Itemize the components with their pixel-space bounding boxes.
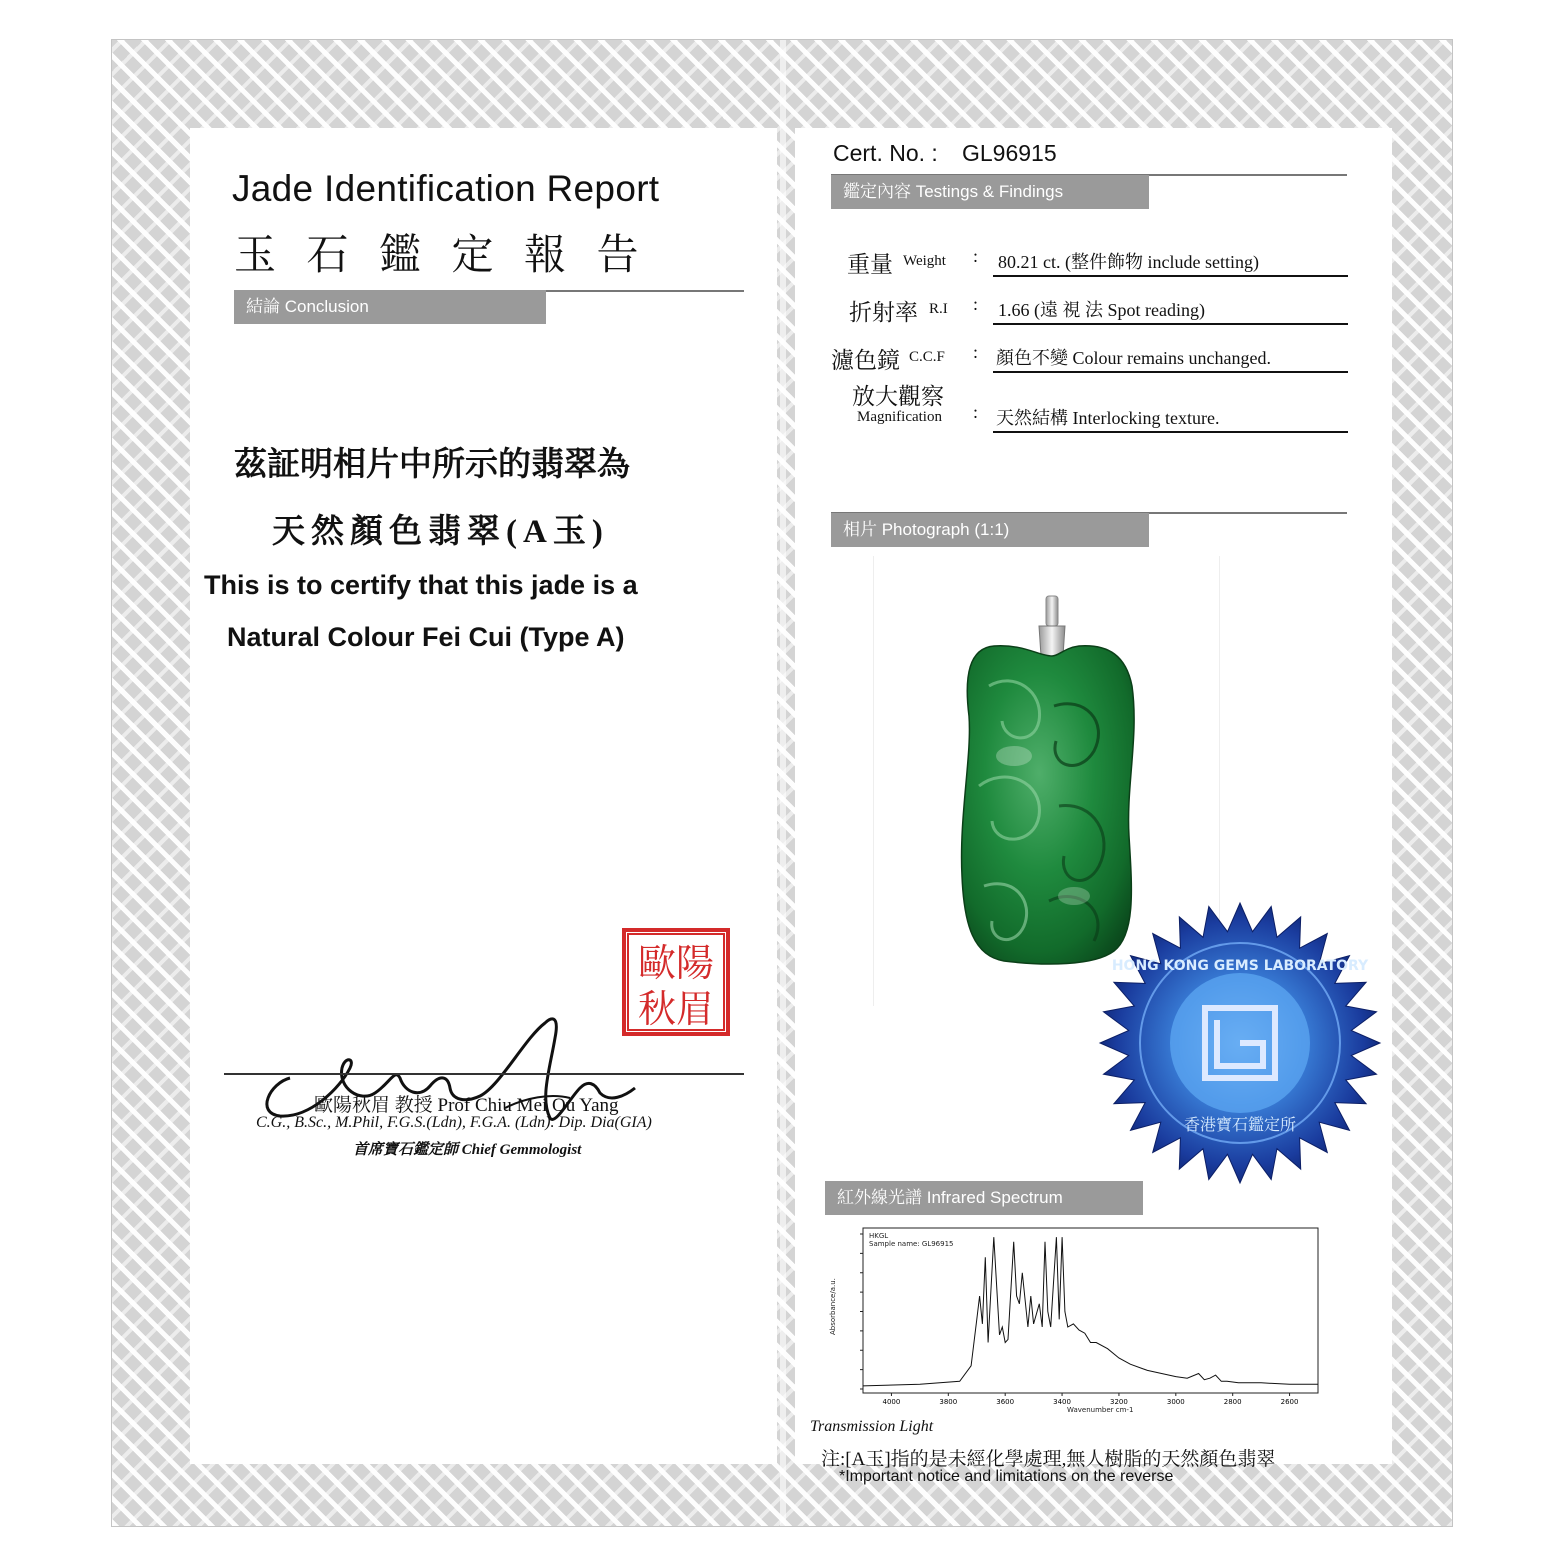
right-panel: [795, 128, 1392, 1485]
left-panel: [190, 128, 777, 1464]
chart-header-1: HKGL: [869, 1232, 889, 1240]
statement-en-1: This is to certify that this jade is a: [204, 570, 638, 600]
footer-zh: 注:[A玉]指的是未經化學處理,無人樹脂的天然顏色翡翠: [821, 1449, 1276, 1470]
field-mag-en: Magnification: [857, 409, 942, 425]
field-ri-colon: :: [973, 294, 979, 314]
transmission-note: Transmission Light: [810, 1418, 934, 1435]
spectrum-chart: [807, 1220, 1327, 1420]
chart-xlabel: Wavenumber cm-1: [1067, 1406, 1134, 1414]
field-ri-en: R.I: [929, 301, 948, 317]
field-weight-value: 80.21 ct. (整件飾物 include setting): [998, 252, 1259, 272]
svg-text:香港寶石鑑定所: 香港寶石鑑定所: [1183, 1115, 1297, 1134]
field-weight-en: Weight: [903, 253, 946, 269]
fold-line: [780, 40, 786, 1526]
field-mag-zh: 放大觀察: [852, 384, 944, 409]
x-tick-label: 3800: [939, 1398, 958, 1406]
x-tick-label: 2600: [1280, 1398, 1299, 1406]
statement-zh-1: 茲証明相片中所示的翡翠為: [234, 447, 630, 483]
svg-text:歐陽: 歐陽: [637, 941, 715, 985]
field-mag-line: [993, 431, 1348, 433]
field-ccf-zh: 濾色鏡: [831, 348, 900, 373]
statement-en-2: Natural Colour Fei Cui (Type A): [227, 622, 625, 652]
statement-zh-2: 天然顏色翡翠(A玉): [272, 514, 609, 550]
field-weight-line: [993, 275, 1348, 277]
x-tick-label: 3000: [1166, 1398, 1185, 1406]
field-ccf-colon: :: [973, 342, 979, 362]
spectrum-bar: 紅外線光譜 Infrared Spectrum: [825, 1181, 1143, 1215]
x-tick-label: 2800: [1223, 1398, 1242, 1406]
signature-rule: [224, 1073, 744, 1075]
x-tick-label: 4000: [882, 1398, 901, 1406]
report-title-en: Jade Identification Report: [232, 168, 660, 209]
signer-line: 歐陽秋眉 教授 Prof Chiu Mei Ou Yang: [314, 1095, 619, 1116]
report-title-zh: 玉 石 鑑 定 報 告: [234, 233, 649, 279]
field-ri-line: [993, 323, 1348, 325]
cert-label: Cert. No. :: [833, 140, 938, 166]
field-mag-colon: :: [973, 402, 979, 422]
x-tick-label: 3600: [996, 1398, 1015, 1406]
field-mag-value: 天然結構 Interlocking texture.: [996, 408, 1220, 428]
signer-credentials: C.G., B.Sc., M.Phil, F.G.S.(Ldn), F.G.A. (Ldn). Dip. Dia(GIA): [256, 1114, 652, 1131]
cert-number: GL96915: [962, 140, 1057, 166]
chart-frame: [863, 1228, 1318, 1393]
field-ccf-value: 顏色不變 Colour remains unchanged.: [996, 348, 1271, 368]
conclusion-bar: 結論 Conclusion: [234, 290, 546, 324]
signer-role: 首席寶石鑑定師 Chief Gemmologist: [353, 1142, 582, 1158]
chart-ylabel: Absorbance/a.u.: [829, 1278, 837, 1335]
field-ri-zh: 折射率: [849, 300, 918, 325]
photo-bar: 相片 Photograph (1:1): [831, 513, 1149, 547]
hologram-seal: [1095, 898, 1385, 1188]
field-ri-value: 1.66 (遠 視 法 Spot reading): [998, 300, 1205, 320]
svg-text:HONG KONG GEMS LABORATORY: HONG KONG GEMS LABORATORY: [1111, 958, 1369, 974]
certificate-card: [112, 40, 1452, 1526]
field-ccf-line: [993, 371, 1348, 373]
footer-en: *Important notice and limitations on the reverse: [839, 1468, 1174, 1485]
chart-header-2: Sample name: GL96915: [869, 1240, 954, 1248]
field-weight-colon: :: [973, 246, 979, 266]
field-ccf-en: C.C.F: [909, 349, 945, 365]
x-tick-label: 3200: [1110, 1398, 1128, 1406]
field-weight-zh: 重量: [847, 252, 893, 277]
svg-text:秋眉: 秋眉: [637, 987, 715, 1031]
x-tick-label: 3400: [1053, 1398, 1071, 1406]
testing-bar: 鑑定內容 Testings & Findings: [831, 175, 1149, 209]
